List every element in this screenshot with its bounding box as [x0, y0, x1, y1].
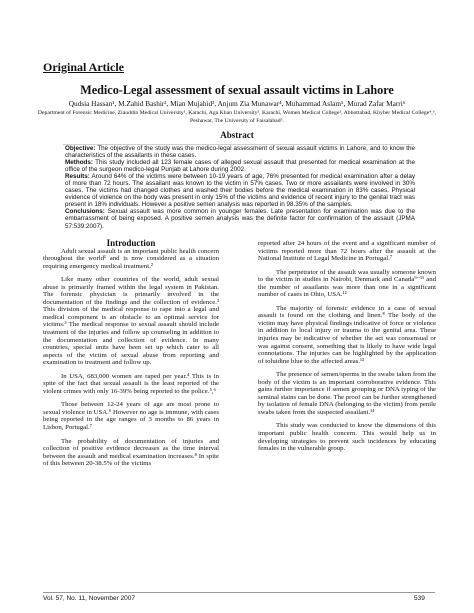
conclusions-label: Conclusions:: [65, 208, 105, 216]
right-column: [258, 240, 436, 453]
abstract-objective: [65, 145, 415, 159]
introduction-heading: Introduction: [106, 238, 156, 248]
page-number: 539: [414, 595, 425, 602]
abstract-conclusions: [65, 208, 415, 229]
journal-issue: Vol. 57, No. 11, November 2007: [43, 595, 136, 602]
paragraph: reported after 24 hours of the event and a significant number of victims reported more than 72 hours after the assault at the National Institute of Legal Medicine in Portugal.⁷: [258, 240, 436, 263]
paragraph: This study was conducted to know the dimensions of this important public health concern. This would help us in developing strategies to prevent such incidences by educating females in the vulnerable group.: [258, 422, 436, 453]
paragraph: The presence of semen/sperms in the swabs taken from the body of the victim is an important corroborative evidence. This gains further importance if semen grouping or DNA typing of the seminal stains can be done. The proof can be further strengthened by isolation of female DNA (belonging to the victim) from penile swabs taken from the suspected assailant.¹⁴: [258, 371, 436, 416]
objective-label: Objective:: [65, 145, 96, 152]
author-list: Qudsia Hassan¹, M.Zahid Bashir², Mian Mujahid³, Anjum Zia Munawar⁴, Muhammad Aslam⁵, Murad Zafar Marri⁶: [68, 99, 406, 108]
section-label: Original Article: [43, 60, 124, 74]
results-label: Results:: [65, 173, 90, 181]
methods-label: Methods:: [65, 159, 93, 167]
paragraph: The probability of documentation of injuries and collection of positive evidence decreases as the time interval between the assault and medical examination increases.⁸ In spite of this between 20-38.5% of the victims: [43, 437, 219, 468]
conclusions-text: Sexual assault was more common in younger females. Late presentation for examination was due to the embarrassment of being exposed. A positive semen analysis was the definite factor for confirmation of the assault (JPMA 57:539:2007).: [65, 208, 416, 230]
paragraph: The perpetrator of the assault was usually someone known to the victim in studies in Nairobi, Denmark and Canada⁹⁻¹¹ and the number of assailants was more than one in a significant number of cases in Ohio, USA.¹²: [258, 268, 436, 299]
left-column: [43, 240, 219, 468]
abstract-results: [65, 173, 415, 208]
paragraph: In USA, 683,000 women are raped per year.⁴ This is in spite of the fact that sexual assault is the least reported of the violent crimes with only 16-39% being reported to the police.⁵,⁶: [43, 372, 219, 395]
abstract-methods: [65, 159, 415, 173]
abstract-body: [65, 145, 415, 230]
abstract-heading: Abstract: [220, 130, 254, 140]
article-title: Medico-Legal assessment of sexual assault victims in Lahore: [80, 83, 394, 97]
methods-text: This study included all 123 female cases of alleged sexual assault that presented for medical examination at the office of the surgeon medico-legal Punjab at Lahore during 2002.: [65, 159, 416, 174]
paragraph: Like many other countries of the world, adult sexual abuse is primarily framed within the legal system in Pakistan. The forensic physician is primarily involved in the documentation of the findings and the collection of evidence.³ This division of the medical response to rape into a legal and medical component is an obstacle to an optimal service for victims.³ The medical response to sexual assault should include treatment of the injuries and follow up counseling in addition to the documentation and collection of evidence. In many countries, special units have been set up which cater to all aspects of the victim of sexual abuse from reporting and examination to treatment and follow up.: [43, 276, 219, 367]
paragraph: The majority of forensic evidence in a case of sexual assault is found on the clothing and linen.⁸ The body of the victim may have physical findings indicative of force or violence in addition to local injury or trauma to the genital area. These injuries may be indicative of whether the act was consensual or was against consent, something that is likely to have wide legal connotations. The injuries can be highlighted by the application of toluidine blue to the affected areas.¹³: [258, 304, 436, 365]
paragraph: Those between 12-24 years of age are most prone to sexual violence in USA.⁶ However no age is immune, with cases being reported in the age ranges of 3 months to 86 years in Lisbon, Portugal.⁷: [43, 401, 219, 432]
paragraph: Adult sexual assault is an important public health concern throughout the world¹ and is now considered as a situation requiring emergency medical treatment.²: [43, 247, 219, 270]
objective-text: The objective of the study was the medico-legal assessment of sexual assault victims in Lahore, and to know the characteristics of the assailants in these cases.: [65, 145, 416, 160]
results-text: Around 64% of the victims were between 10-19 years of age, 76% presented for medical examination after a delay of more than 72 hours. The assailant was known to the victim in 57% cases. Two or more assailants were involved in 30% cases. The victims had changed clothes and washed their bodies before the medical examination in 83% cases. Physical evidence of violence on the body was present in only 15% of the victims and evidence of recent injury to the genital tract was present in 18% individuals. However a positive semen analysis was reported in 98.35% of the samples.: [65, 173, 416, 209]
footer-divider: [43, 592, 435, 593]
affiliations: Department of Forensic Medicine, Ziauddin Medical University¹, Karachi, Aga Khan University², Karachi, Women Medical College³, Abbottabad, Khyber Medical College⁴,⁶, Peshawar, The University of Faisalabad⁵.: [37, 110, 437, 124]
